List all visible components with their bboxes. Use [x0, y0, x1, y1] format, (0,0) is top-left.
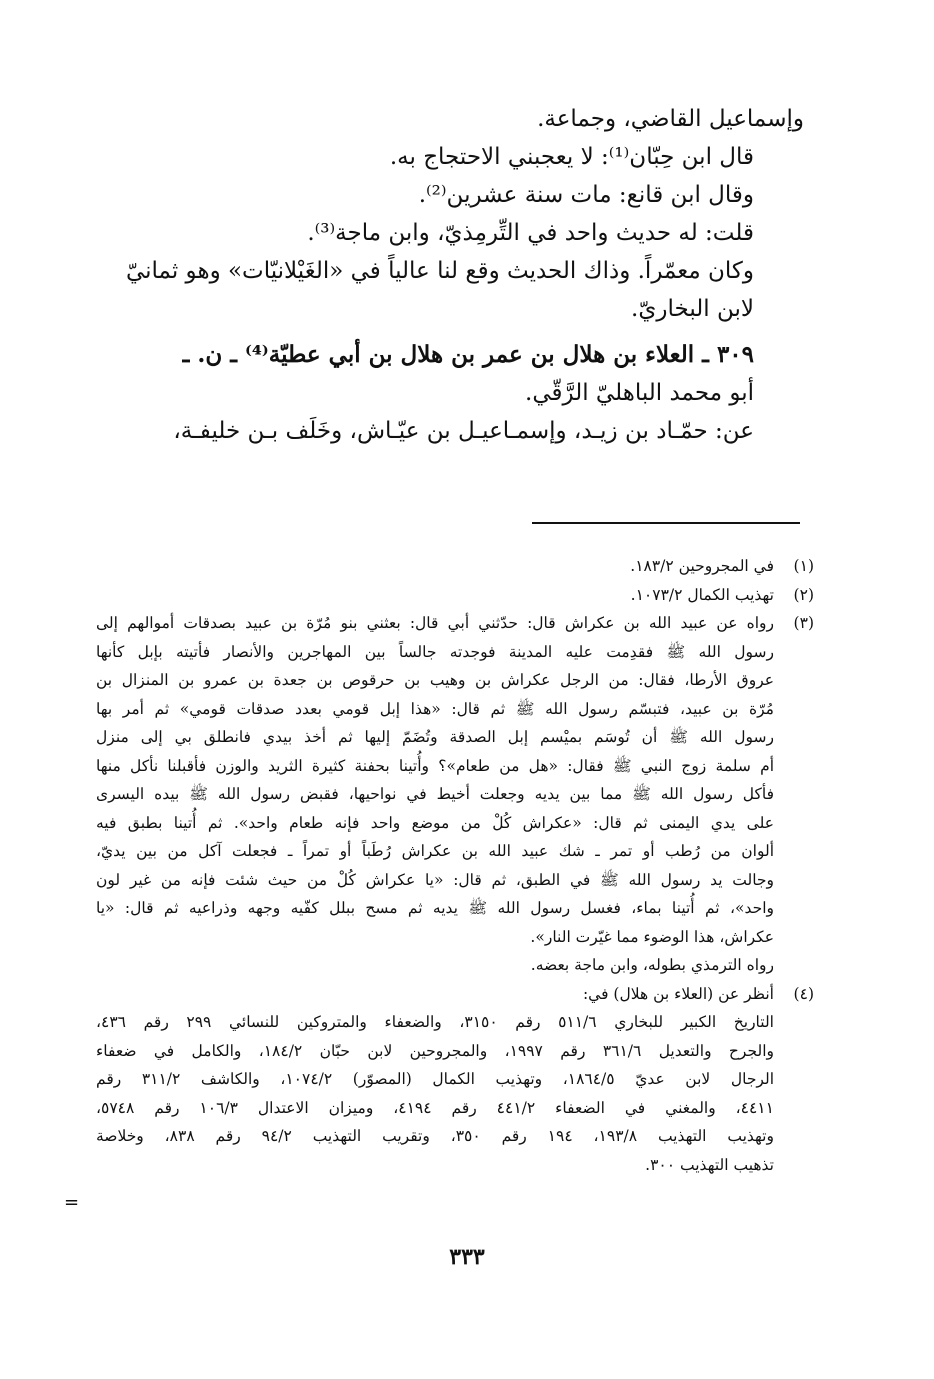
- entry-heading: ٣٠٩ ـ العلاء بن هلال بن عمر بن هلال بن أبي عطيّة⁽⁴⁾ ـ ن. ـ: [182, 341, 754, 368]
- footnote-number: (١): [793, 557, 814, 575]
- footnote-line: تهذيب الكمال ١٠٧٣/٢.: [630, 585, 774, 604]
- footnote-number: (٢): [793, 585, 814, 604]
- footnote-line: مُرّة بن عبيد، فتبسّم رسول الله ﷺ ثم قال: «هذا إبل قومي بعدد صدقات قومي» ثم أمر بها: [96, 699, 774, 718]
- footnote-line: رسول الله ﷺ أن تُوسَم بميْسم إبل الصدقة وتُضَمّ إليها ثم أخذ بيدي فانطلق بي إلى منزل: [96, 728, 774, 746]
- text-line: قلت: له حديث واحد في التِّرمِذيّ، وابن ماجة⁽³⁾.: [307, 220, 754, 246]
- text-line: وقال ابن قانع: مات سنة عشرين⁽²⁾.: [418, 182, 754, 208]
- footnote-line: التاريخ الكبير للبخاري ٥١١/٦ رقم ٣١٥٠، والضعفاء والمتروكين للنسائي ٢٩٩ رقم ٤٣٦،: [96, 1013, 774, 1031]
- text-line: وإسماعيل القاضي، وجماعة.: [537, 106, 804, 132]
- footnote-line: رواه عن عبيد الله بن عكراش قال: حدّثني أبي قال: بعثني بنو مُرّة بن عبيد بصدقات أموالهم إلى: [96, 614, 774, 632]
- footnote-line: رواه الترمذي بطوله، وابن ماجة بعضه.: [530, 956, 774, 974]
- footnote-line: أم سلمة زوج النبي ﷺ فقال: «هل من طعام»؟ وأُتينا بحفنة كثيرة الثريد والوزن فأقبلنا نأكل منها: [96, 756, 774, 775]
- footnote-line: عكراش، هذا الوضوء مما غيّرت النار».: [530, 927, 774, 946]
- footnote-line: والجرح والتعديل ٣٦١/٦ رقم ١٩٩٧، والمجروحين لابن حبّان ١٨٤/٢، والكامل في ضعفاء: [96, 1041, 774, 1060]
- margin-mark: =: [64, 1192, 80, 1213]
- footnote-line: ٤٤١١، والمغني في الضعفاء ٤٤١/٢ رقم ٤١٩٤، وميزان الاعتدال ١٠٦/٣ رقم ٥٧٤٨،: [96, 1098, 774, 1117]
- footnote-number: (٣): [793, 614, 814, 632]
- footnote-number: (٤): [793, 984, 814, 1003]
- footnote-line: رسول الله ﷺ فقدِمت عليه المدينة فوجدته جالساً بين المهاجرين والأنصار فأتيته بإبل كأنها: [96, 642, 774, 661]
- footnote-separator: [532, 522, 800, 524]
- text-paragraph: وكان معمّراً. وذاك الحديث وقع لنا عالياً في «الغَيْلانيّات» وهو ثمانيّ لابن البخاريّ.: [125, 258, 754, 322]
- footnote-line: وتهذيب التهذيب ١٩٣/٨، ١٩٤ رقم ٣٥٠، وتقريب التهذيب ٩٤/٢ رقم ٨٣٨، وخلاصة: [96, 1127, 774, 1145]
- footnote: [96, 980, 814, 1180]
- footnote-line: ألوان من رُطب أو تمر ـ شك عبيد الله بن عكراش رُطَباً أو تمراً ـ فجعلت آكل من بين يديّ،: [96, 842, 774, 860]
- footnote-line: وجالت يد رسول الله ﷺ في الطبق، ثم قال: «يا عكراش كُلْ من حيث شئت فإنه من غير لون: [96, 870, 774, 889]
- footnote-line: الرجال لابن عديّ ١٨٦٤/٥، وتهذيب الكمال (المصوّر) ١٠٧٤/٢، والكاشف ٣١١/٢ رقم: [96, 1070, 774, 1088]
- footnote-line: عروق الأرطا، فقال: من الرجل عكراش بن وهيب بن حرقوص بن جعدة بن عمرو بن المنزال بن: [96, 671, 774, 689]
- footnotes: [96, 552, 814, 1179]
- text-line: عن: حمّـاد بن زيـد، وإسمـاعيـل بن عيّـاش، وخَلَف بـن خليفـة،: [173, 418, 754, 444]
- main-text: [104, 100, 804, 450]
- footnote-line: تذهيب التهذيب ٣٠٠.: [645, 1155, 774, 1174]
- footnote-line: على يدي اليمنى ثم قال: «عكراش كُلْ من موضع واحد فإنه طعام واحد». ثم أُتينا بطبق فيه: [96, 813, 774, 832]
- text-line: قال ابن حِبّان⁽¹⁾: لا يعجبني الاحتجاج به.: [389, 144, 754, 170]
- footnote-line: في المجروحين ١٨٣/٢.: [630, 557, 774, 575]
- footnote: [96, 581, 814, 610]
- footnote-line: واحد»، ثم أُتينا بماء، فغسل رسول الله ﷺ يديه ثم مسح ببلل كفّيه وجهه وذراعيه ثم قال: «يا: [96, 899, 774, 917]
- footnote: [96, 609, 814, 980]
- footnote-line: أنظر عن (العلاء بن هلال) في:: [582, 984, 774, 1003]
- footnote-line: فأكل رسول الله ﷺ مما بين يديه وجعلت أخيط في نواحيها، فقبض رسول الله ﷺ بيده اليسرى: [96, 785, 774, 803]
- text-line: أبو محمد الباهليّ الرَّقّي.: [525, 380, 754, 406]
- footnote: [96, 552, 814, 581]
- page-number: ٣٣٣: [449, 1244, 485, 1270]
